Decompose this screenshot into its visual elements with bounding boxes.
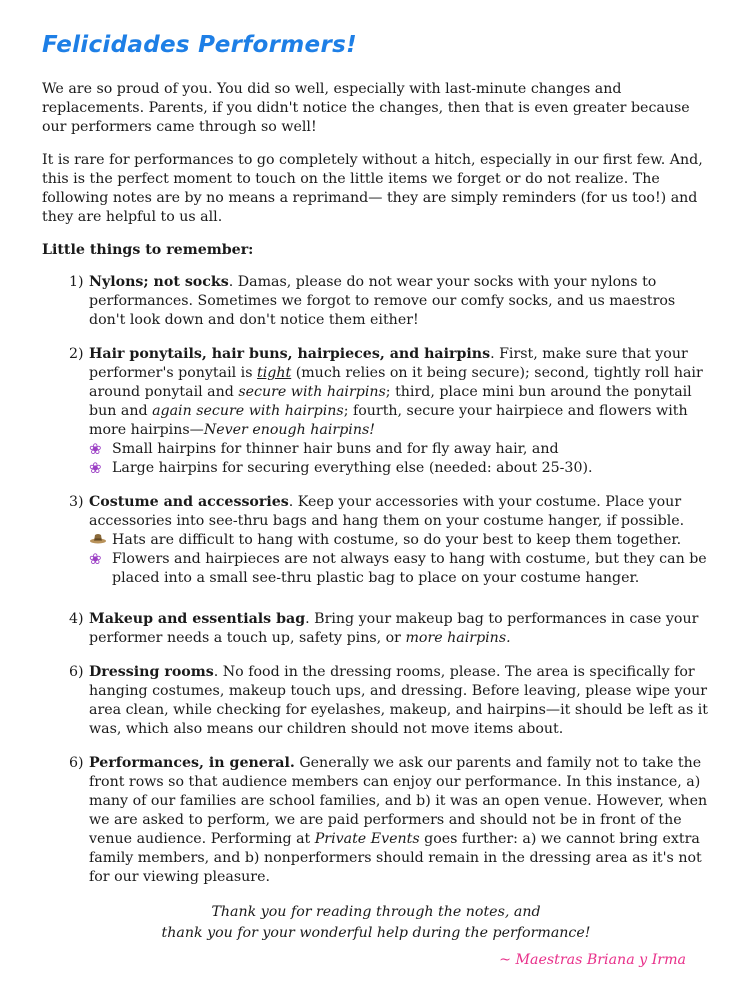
emphasis-text: tight: [257, 365, 292, 381]
note-item-performances: [42, 754, 710, 887]
note-heading: Costume and accessories: [89, 494, 289, 510]
closing-line-2: thank you for your wonderful help during the performance!: [161, 925, 591, 941]
note-number: 6): [69, 664, 84, 680]
hat-icon: [89, 531, 107, 551]
note-heading: Makeup and essentials bag: [89, 611, 306, 627]
note-number: 2): [69, 346, 84, 362]
intro-paragraph-2: It is rare for performances to go completely without a hitch, especially in our first few. And, this is the perfect moment to touch on the little items we forget or do not realize. The following notes are by no means a reprimand— they are simply reminders (for us too!) and they are helpful to us all.: [42, 152, 703, 225]
page-title: Felicidades Performers!: [42, 32, 357, 58]
signature: ~ Maestras Briana y Irma: [499, 952, 686, 968]
note-number: 1): [69, 274, 84, 290]
sub-bullet-item: [89, 459, 710, 478]
note-text: ; third, place mini bun around the ponytail bun and: [89, 384, 692, 419]
note-item-makeup: [42, 610, 710, 648]
note-text: ; fourth, secure your hairpiece and flowers with more hairpins—: [89, 403, 688, 438]
note-item-dressing-rooms: [42, 663, 710, 739]
sub-bullet-text: Hats are difficult to hang with costume, so do your best to keep them together.: [112, 532, 682, 548]
note-item-nylons: [42, 273, 710, 330]
sub-bullet-item: [89, 550, 710, 588]
sub-bullet-text: Flowers and hairpieces are not always easy to hang with costume, but they can be placed into a small see-thru plastic bag to place on your costume hanger.: [112, 551, 707, 586]
intro-paragraph-1: We are so proud of you. You did so well, especially with last-minute changes and replacements. Parents, if you didn't notice the changes, then that is even greater because our performers came through so well!: [42, 81, 690, 135]
flower-icon: ❀: [89, 550, 102, 568]
flower-icon: ❀: [89, 459, 102, 477]
note-text: goes further: a) we cannot bring extra family members, and b) nonperformers should remain in the dressing area as it's not for our viewing pleasure.: [89, 831, 702, 885]
closing-line-1: Thank you for reading through the notes, and: [211, 904, 541, 920]
note-text: . First, make sure that your performer's ponytail is: [89, 346, 688, 381]
note-heading: Hair ponytails, hair buns, hairpieces, and hairpins: [89, 346, 491, 362]
sub-bullet-item: [89, 531, 710, 550]
flower-icon: ❀: [89, 440, 102, 458]
sub-bullet-text: Small hairpins for thinner hair buns and for fly away hair, and: [112, 441, 559, 457]
sub-bullet-list: [89, 440, 710, 478]
note-number: 6): [69, 755, 84, 771]
emphasis-text: more hairpins.: [405, 630, 511, 646]
note-text: . Bring your makeup bag to performances in case your performer needs a touch up, safety pins, or: [89, 611, 699, 646]
emphasis-text: secure with hairpins: [238, 384, 386, 400]
note-item-costume: [42, 493, 710, 588]
note-text: . No food in the dressing rooms, please. The area is specifically for hanging costumes, makeup touch ups, and dressing. Before leaving, please wipe your area clean, while checking for eyelashes, makeup, and hairpins—it should be left as it was, which also means our children should not move items about.: [89, 664, 708, 737]
emphasis-text: Private Events: [314, 831, 420, 847]
note-heading: Nylons; not socks: [89, 274, 229, 290]
note-heading: Performances, in general.: [89, 755, 295, 771]
notes-list: [42, 273, 710, 887]
sub-bullet-text: Large hairpins for securing everything else (needed: about 25-30).: [112, 460, 593, 476]
note-number: 3): [69, 494, 84, 510]
note-number: 4): [69, 611, 84, 627]
section-subheading: Little things to remember:: [42, 242, 254, 258]
emphasis-text: again secure with hairpins: [152, 403, 344, 419]
sub-bullet-list: [89, 531, 710, 588]
sub-bullet-item: [89, 440, 710, 459]
emphasis-text: Never enough hairpins!: [203, 422, 375, 438]
note-text: . Damas, please do not wear your socks with your nylons to performances. Sometimes we forgot to remove our comfy socks, and us maestros don't look down and don't notice them either!: [89, 274, 676, 328]
note-heading: Dressing rooms: [89, 664, 214, 680]
note-item-hair: [42, 345, 710, 478]
closing-message: [42, 902, 710, 944]
note-text: Generally we ask our parents and family not to take the front rows so that audience members can enjoy our performance. In this instance, a) many of our families are school families, and b) it was an open venue. However, when we are asked to perform, we are paid performers and should not be in front of the venue audience. Performing at: [89, 755, 708, 847]
note-text: (much relies on it being secure); second, tightly roll hair around ponytail and: [89, 365, 703, 400]
note-text: . Keep your accessories with your costume. Place your accessories into see-thru bags and hang them on your costume hanger, if possible.: [89, 494, 685, 529]
